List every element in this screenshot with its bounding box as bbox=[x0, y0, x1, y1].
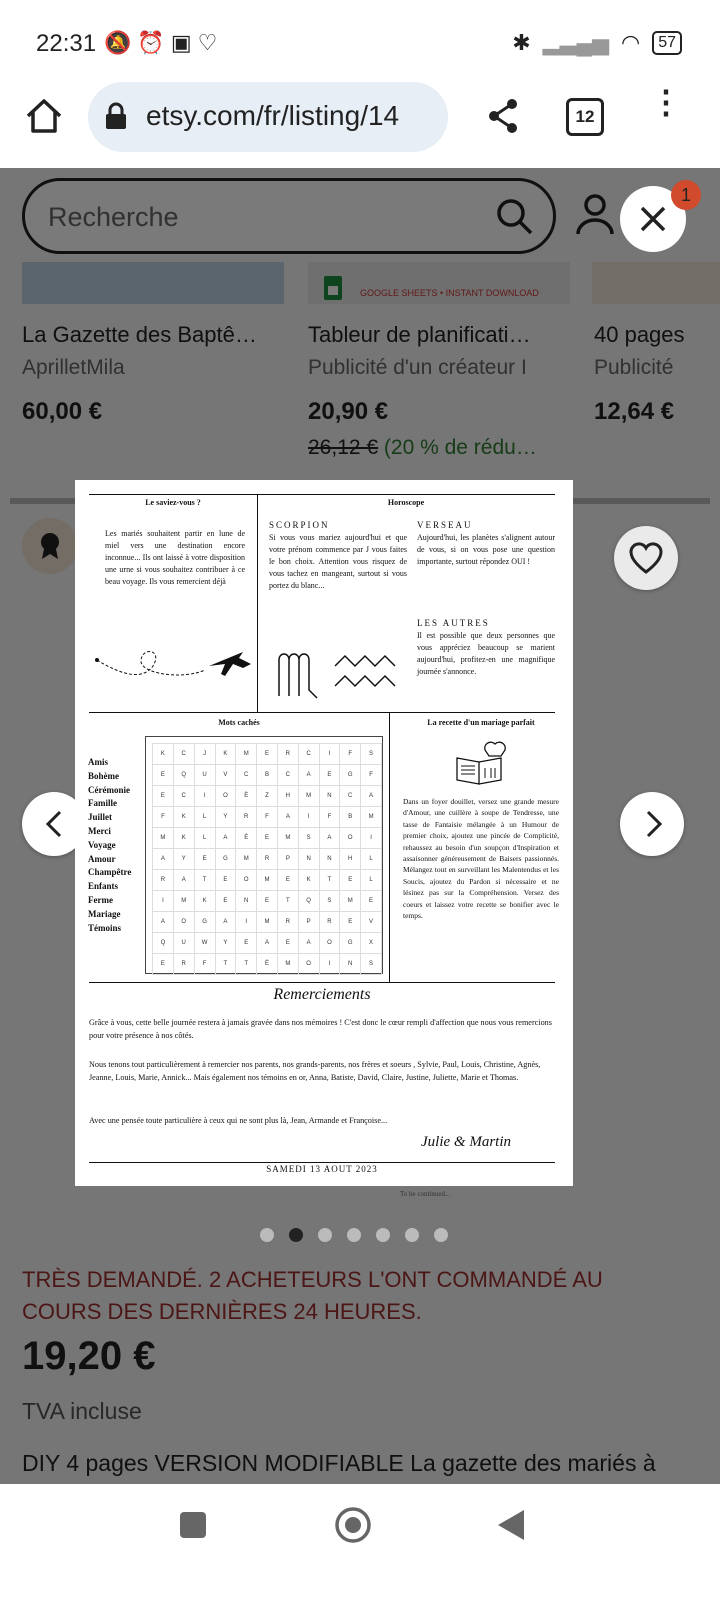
notification-badge: 1 bbox=[671, 180, 701, 210]
grid-cell: K bbox=[173, 828, 194, 849]
status-icons bbox=[104, 30, 223, 56]
grid-cell: Z bbox=[257, 786, 278, 807]
grid-cell: M bbox=[277, 828, 298, 849]
grid-cell: A bbox=[361, 786, 382, 807]
grid-row bbox=[153, 954, 382, 975]
grid-cell: C bbox=[340, 786, 361, 807]
grid-cell: C bbox=[236, 765, 257, 786]
grid-cell: F bbox=[340, 744, 361, 765]
grid-cell: K bbox=[298, 870, 319, 891]
alarm-icon: ⏰ bbox=[137, 30, 171, 55]
grid-cell: N bbox=[319, 849, 340, 870]
close-icon bbox=[639, 205, 667, 233]
grid-cell: L bbox=[361, 849, 382, 870]
heart-status-icon: ♡ bbox=[197, 30, 224, 55]
verseau-title: VERSEAU bbox=[417, 520, 473, 530]
grid-cell: A bbox=[153, 912, 174, 933]
autres-text: Il est possible que deux personnes que vous appréciez beaucoup se marient aujourd'hui, profitez-en une magnifique journée s'annonce. bbox=[417, 631, 555, 676]
grid-cell: K bbox=[194, 891, 215, 912]
grid-cell: T bbox=[194, 870, 215, 891]
gallery-dot[interactable] bbox=[260, 1228, 274, 1242]
word-list-item: Amis bbox=[88, 757, 108, 767]
grid-cell: M bbox=[340, 891, 361, 912]
remerciements-title: Remerciements bbox=[273, 986, 371, 1003]
gallery-dot[interactable] bbox=[376, 1228, 390, 1242]
grid-cell: A bbox=[319, 828, 340, 849]
grid-cell: W bbox=[194, 933, 215, 954]
grid-cell: E bbox=[194, 849, 215, 870]
more-menu-icon[interactable]: ⋮ bbox=[650, 84, 682, 120]
next-image-button[interactable] bbox=[620, 792, 684, 856]
word-list-item: Mariage bbox=[88, 908, 121, 919]
grid-cell: A bbox=[277, 807, 298, 828]
grid-cell: G bbox=[340, 765, 361, 786]
home-icon[interactable] bbox=[24, 96, 64, 136]
grid-cell: P bbox=[298, 912, 319, 933]
grid-cell: J bbox=[194, 744, 215, 765]
grid-cell: V bbox=[361, 912, 382, 933]
grid-row bbox=[153, 744, 382, 765]
grid-cell: E bbox=[340, 870, 361, 891]
grid-row bbox=[153, 870, 382, 891]
recette-text: Dans un foyer douillet, versez une grande mesure d'Amour, une cuillère à soupe de Tendresse, une tasse de Fantaisie mélangée à un Humour de premier choix, ajoutez une pincée de Complicité, rehaussez au besoin d'un soupçon d'Inspiration et assaisonner généreusement de Baisers passionnés. Mélangez tout en surveillant les Malentendus et les Soucis, ajoutez du Pardon si nécessaire et ne lésinez pas sur la Compréhension. Versez des coeurs et laissez votre recette se bonifier avec le temps. bbox=[403, 797, 559, 921]
grid-cell: S bbox=[298, 828, 319, 849]
heart-icon bbox=[629, 542, 663, 574]
grid-cell: E bbox=[277, 933, 298, 954]
grid-cell: Q bbox=[153, 933, 174, 954]
grid-cell: M bbox=[277, 954, 298, 975]
grid-cell: E bbox=[257, 828, 278, 849]
system-nav-bar bbox=[0, 1484, 720, 1600]
grid-cell: Q bbox=[298, 891, 319, 912]
grid-cell: O bbox=[173, 912, 194, 933]
grid-cell: E bbox=[153, 765, 174, 786]
grid-cell: É bbox=[236, 828, 257, 849]
grid-cell: K bbox=[215, 744, 236, 765]
recette-title: La recette d'un mariage parfait bbox=[427, 718, 535, 727]
grid-cell: T bbox=[215, 954, 236, 975]
word-list-item: Merci bbox=[88, 825, 111, 836]
grid-cell: O bbox=[215, 786, 236, 807]
grid-cell: I bbox=[298, 807, 319, 828]
grid-cell: H bbox=[340, 849, 361, 870]
word-list-item: Amour bbox=[88, 853, 116, 864]
grid-cell: C bbox=[298, 744, 319, 765]
url-text[interactable]: etsy.com/fr/listing/14 bbox=[146, 100, 400, 131]
grid-row bbox=[153, 807, 382, 828]
document-date: SAMEDI 13 AOUT 2023 bbox=[266, 1164, 378, 1174]
grid-cell: I bbox=[319, 954, 340, 975]
grid-cell: E bbox=[277, 870, 298, 891]
remerciements-p1: Grâce à vous, cette belle journée restera à jamais gravée dans nos mémoires ! C'est donc le cœur rempli d'affection que nous vous remercions pour votre présence à nos côtés. bbox=[89, 1018, 552, 1040]
scorpion-text: Si vous vous mariez aujourd'hui et que votre prénom commence par J vous faites le bon choix. Attention vous risquez de vous tachez en mangeant, surtout si vous portez du blanc... bbox=[269, 533, 407, 590]
grid-cell: I bbox=[194, 786, 215, 807]
tab-switcher-button[interactable]: 12 bbox=[566, 98, 604, 136]
grid-cell: R bbox=[173, 954, 194, 975]
grid-cell: Y bbox=[215, 807, 236, 828]
grid-cell: Y bbox=[173, 849, 194, 870]
mots-title: Mots cachés bbox=[218, 718, 260, 727]
grid-cell: E bbox=[257, 891, 278, 912]
grid-cell: L bbox=[194, 807, 215, 828]
grid-cell: C bbox=[173, 786, 194, 807]
to-be-continued: To be continued... bbox=[400, 1190, 451, 1198]
remerciements-p3: Avec une pensée toute particulière à ceux qui ne sont plus là, Jean, Armande et Françoise... bbox=[89, 1116, 388, 1125]
nfc-icon: ▣ bbox=[170, 30, 198, 55]
home-nav-button[interactable] bbox=[334, 1506, 372, 1544]
grid-cell: K bbox=[173, 807, 194, 828]
wifi-icon: ◠ bbox=[621, 30, 641, 55]
grid-cell: A bbox=[298, 765, 319, 786]
grid-cell: E bbox=[361, 891, 382, 912]
scorpion-title: SCORPION bbox=[269, 520, 330, 530]
grid-cell: B bbox=[257, 765, 278, 786]
grid-cell: N bbox=[236, 891, 257, 912]
grid-cell: O bbox=[236, 870, 257, 891]
grid-cell: E bbox=[215, 870, 236, 891]
grid-cell: E bbox=[153, 786, 174, 807]
grid-cell: A bbox=[215, 912, 236, 933]
word-search-grid bbox=[152, 743, 382, 975]
grid-cell: E bbox=[319, 765, 340, 786]
word-list-item: Juillet bbox=[88, 812, 112, 823]
grid-cell: B bbox=[340, 807, 361, 828]
horoscope-title: Horoscope bbox=[387, 498, 425, 507]
grid-cell: E bbox=[215, 891, 236, 912]
gallery-dot[interactable] bbox=[289, 1228, 303, 1242]
grid-row bbox=[153, 912, 382, 933]
autres-title: LES AUTRES bbox=[417, 618, 490, 628]
grid-cell: M bbox=[236, 849, 257, 870]
grid-cell: R bbox=[257, 849, 278, 870]
word-list-item: Témoins bbox=[88, 922, 122, 933]
word-list-item: Ferme bbox=[88, 894, 113, 905]
grid-cell: L bbox=[194, 828, 215, 849]
saviez-text: Les mariés souhaitent partir en lune de miel vers une destination encore inconnue... Ils ont laissé à votre disposition une urne si vous souhaitez contribuer à ce beau voyage. Ils vous remercient déjà bbox=[105, 529, 245, 586]
lock-icon bbox=[104, 102, 128, 130]
grid-row bbox=[153, 891, 382, 912]
grid-cell: Q bbox=[173, 765, 194, 786]
word-list-item: Cérémonie bbox=[88, 784, 130, 795]
word-list-item: Bohème bbox=[88, 770, 119, 781]
signal-icon: ▂▃▄▅ bbox=[542, 30, 609, 55]
bell-off-icon: 🔕 bbox=[104, 30, 138, 55]
grid-cell: C bbox=[277, 765, 298, 786]
grid-cell: E bbox=[153, 954, 174, 975]
grid-cell: G bbox=[194, 912, 215, 933]
grid-cell: T bbox=[319, 870, 340, 891]
grid-cell: R bbox=[236, 807, 257, 828]
grid-cell: R bbox=[277, 744, 298, 765]
bluetooth-icon: ✱ bbox=[512, 30, 531, 55]
status-time: 22:31 bbox=[36, 30, 97, 57]
favorite-button[interactable] bbox=[614, 526, 678, 590]
grid-cell: R bbox=[153, 870, 174, 891]
share-icon[interactable] bbox=[486, 98, 520, 134]
grid-cell: F bbox=[194, 954, 215, 975]
grid-cell: P bbox=[277, 849, 298, 870]
gallery-dot[interactable] bbox=[405, 1228, 419, 1242]
grid-cell: X bbox=[361, 933, 382, 954]
grid-cell: C bbox=[173, 744, 194, 765]
grid-cell: S bbox=[361, 954, 382, 975]
grid-cell: O bbox=[298, 954, 319, 975]
grid-row bbox=[153, 849, 382, 870]
grid-cell: O bbox=[340, 828, 361, 849]
grid-cell: F bbox=[257, 807, 278, 828]
signature: Julie & Martin bbox=[421, 1134, 511, 1150]
verseau-text: Aujourd'hui, les planètes s'alignent autour de vous, si on vous pose une question importante, surtout répondez OUI ! bbox=[417, 533, 555, 566]
word-list-item: Champêtre bbox=[88, 867, 132, 878]
grid-cell: A bbox=[173, 870, 194, 891]
grid-row bbox=[153, 828, 382, 849]
zodiac-signs-illustration bbox=[275, 646, 405, 704]
grid-cell: I bbox=[236, 912, 257, 933]
grid-cell: U bbox=[173, 933, 194, 954]
grid-cell: U bbox=[194, 765, 215, 786]
grid-cell: R bbox=[319, 912, 340, 933]
word-list-item: Enfants bbox=[88, 881, 119, 892]
gallery-dot[interactable] bbox=[318, 1228, 332, 1242]
grid-cell: M bbox=[361, 807, 382, 828]
grid-cell: O bbox=[319, 933, 340, 954]
recents-button[interactable] bbox=[180, 1512, 206, 1538]
grid-cell: F bbox=[153, 807, 174, 828]
chevron-left-icon bbox=[44, 810, 64, 838]
grid-cell: G bbox=[340, 933, 361, 954]
grid-cell: I bbox=[361, 828, 382, 849]
grid-cell: M bbox=[257, 870, 278, 891]
grid-cell: H bbox=[277, 786, 298, 807]
grid-cell: A bbox=[153, 849, 174, 870]
grid-cell: E bbox=[340, 912, 361, 933]
grid-cell: Y bbox=[215, 933, 236, 954]
back-nav-button[interactable] bbox=[496, 1508, 526, 1542]
word-list-item: Famille bbox=[88, 798, 117, 809]
grid-cell: M bbox=[173, 891, 194, 912]
grid-cell: I bbox=[153, 891, 174, 912]
grid-cell: V bbox=[215, 765, 236, 786]
recipe-book-icon bbox=[455, 738, 511, 786]
grid-cell: S bbox=[361, 744, 382, 765]
grid-cell: T bbox=[277, 891, 298, 912]
grid-cell: N bbox=[319, 786, 340, 807]
grid-cell: M bbox=[236, 744, 257, 765]
grid-row bbox=[153, 933, 382, 954]
plane-route-illustration bbox=[93, 646, 253, 702]
grid-cell: G bbox=[215, 849, 236, 870]
gallery-dots bbox=[260, 1228, 460, 1242]
grid-cell: Ë bbox=[257, 954, 278, 975]
gazette-preview-image bbox=[75, 480, 573, 1186]
grid-cell: A bbox=[215, 828, 236, 849]
gallery-dot[interactable] bbox=[434, 1228, 448, 1242]
grid-cell: I bbox=[319, 744, 340, 765]
grid-cell: N bbox=[340, 954, 361, 975]
word-search-frame bbox=[145, 736, 383, 974]
status-right bbox=[512, 30, 682, 56]
grid-cell: N bbox=[298, 849, 319, 870]
grid-cell: F bbox=[319, 807, 340, 828]
remerciements-p2: Nous tenons tout particulièrement à remercier nos parents, nos grands-parents, nos frères et soeurs , Sylvie, Paul, Louis, Christine, Agnès, Jeanne, Louis, Marie, Annick... Mais également nos témoins en or, Anna, Batiste, David, Claire, Justine, Juliette, Marie et Thomas. bbox=[89, 1060, 541, 1082]
battery-icon: 57 bbox=[652, 31, 682, 55]
chevron-right-icon bbox=[644, 810, 664, 838]
status-bar bbox=[0, 0, 720, 80]
saviez-title: Le saviez-vous ? bbox=[145, 498, 201, 507]
grid-cell: A bbox=[257, 933, 278, 954]
grid-cell: M bbox=[257, 912, 278, 933]
grid-cell: K bbox=[153, 744, 174, 765]
grid-cell: Ë bbox=[236, 786, 257, 807]
grid-row bbox=[153, 765, 382, 786]
grid-row bbox=[153, 786, 382, 807]
gallery-dot[interactable] bbox=[347, 1228, 361, 1242]
grid-cell: R bbox=[277, 912, 298, 933]
grid-cell: L bbox=[361, 870, 382, 891]
grid-cell: S bbox=[319, 891, 340, 912]
grid-cell: M bbox=[153, 828, 174, 849]
grid-cell: E bbox=[236, 933, 257, 954]
grid-cell: E bbox=[257, 744, 278, 765]
grid-cell: A bbox=[298, 933, 319, 954]
grid-cell: F bbox=[361, 765, 382, 786]
grid-cell: M bbox=[298, 786, 319, 807]
grid-cell: T bbox=[236, 954, 257, 975]
word-list bbox=[88, 756, 131, 935]
word-list-item: Voyage bbox=[88, 839, 116, 850]
